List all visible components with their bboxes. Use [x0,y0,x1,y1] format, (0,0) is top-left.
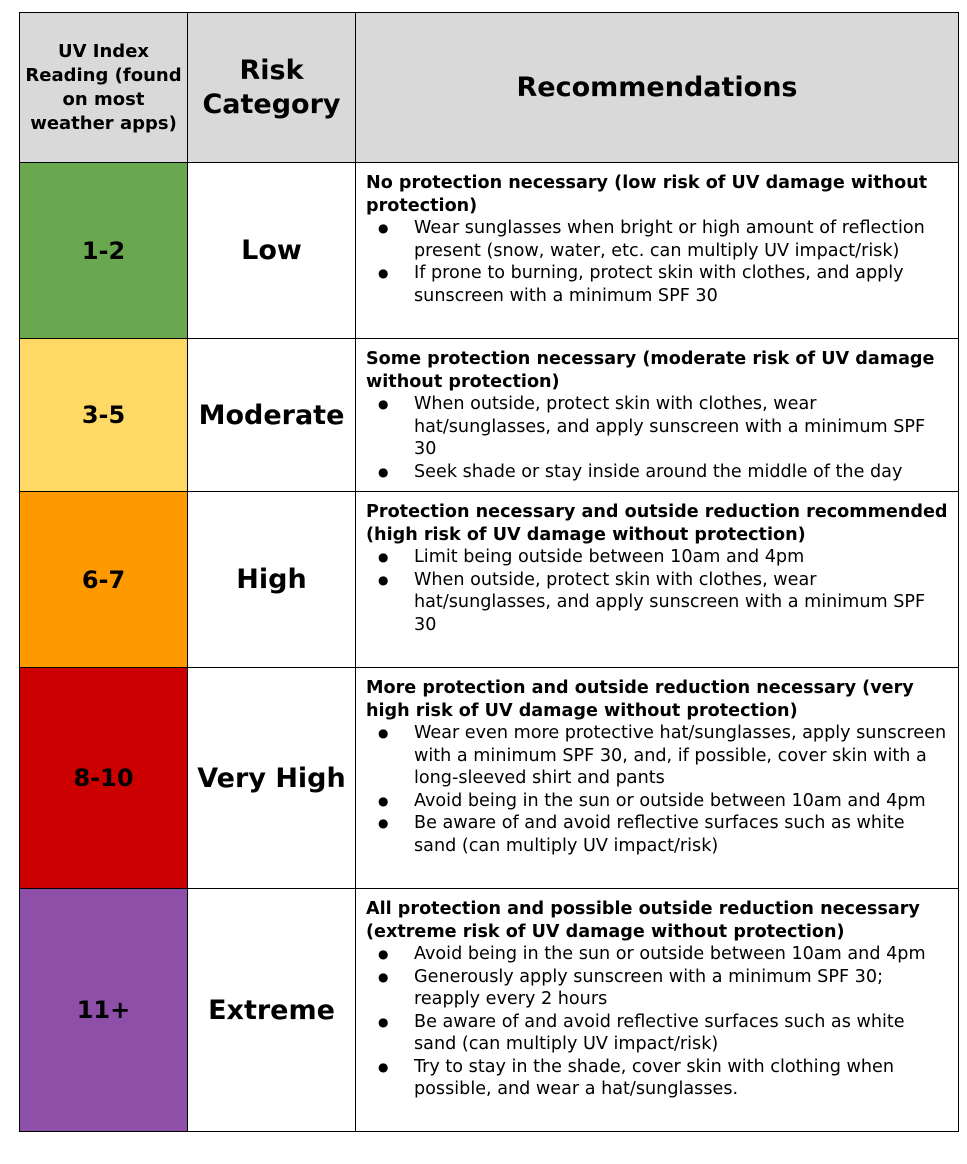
risk-category-cell: High [188,492,356,668]
recommendation-list [366,393,948,483]
uv-index-table [19,12,959,1132]
recommendation-item: ● Avoid being in the sun or outside between 10am and 4pm [366,790,948,813]
recommendation-heading: No protection necessary (low risk of UV damage without protection) [366,173,928,216]
table-row [20,163,959,339]
uv-index-cell: 8-10 [20,668,188,889]
header-risk-category: Risk Category [188,13,356,163]
table-row [20,339,959,492]
recommendation-item: ● Be aware of and avoid reflective surfaces such as white sand (can multiply UV impact/risk) [366,812,948,857]
recommendation-cell [356,492,959,668]
table-row [20,889,959,1132]
recommendation-item: ● If prone to burning, protect skin with clothes, and apply sunscreen with a minimum SPF 30 [366,262,948,307]
table-row [20,668,959,889]
uv-index-cell: 6-7 [20,492,188,668]
table-header-row [20,13,959,163]
uv-index-cell: 1-2 [20,163,188,339]
uv-index-cell: 3-5 [20,339,188,492]
risk-category-cell: Very High [188,668,356,889]
recommendation-heading: More protection and outside reduction necessary (very high risk of UV damage without protection) [366,678,914,721]
recommendation-item: ● Generously apply sunscreen with a minimum SPF 30; reapply every 2 hours [366,966,948,1011]
header-uv-index: UV Index Reading (found on most weather apps) [20,13,188,163]
recommendation-heading: All protection and possible outside reduction necessary (extreme risk of UV damage without protection) [366,899,920,942]
recommendation-list [366,722,948,857]
recommendation-cell [356,889,959,1132]
risk-category-cell: Low [188,163,356,339]
recommendation-cell [356,668,959,889]
recommendation-list [366,943,948,1101]
recommendation-item: ● Limit being outside between 10am and 4pm [366,546,948,569]
recommendation-item: ● Avoid being in the sun or outside between 10am and 4pm [366,943,948,966]
risk-category-cell: Moderate [188,339,356,492]
recommendation-list [366,546,948,636]
recommendation-item: ● When outside, protect skin with clothes, wear hat/sunglasses, and apply sunscreen with a minimum SPF 30 [366,569,948,637]
recommendation-item: ● When outside, protect skin with clothes, wear hat/sunglasses, and apply sunscreen with a minimum SPF 30 [366,393,948,461]
recommendation-item: ● Wear sunglasses when bright or high amount of reflection present (snow, water, etc. can multiply UV impact/risk) [366,217,948,262]
uv-index-cell: 11+ [20,889,188,1132]
recommendation-item: ● Try to stay in the shade, cover skin with clothing when possible, and wear a hat/sunglasses. [366,1056,948,1101]
risk-category-cell: Extreme [188,889,356,1132]
recommendation-heading: Protection necessary and outside reduction recommended (high risk of UV damage without protection) [366,502,948,545]
header-recommendations: Recommendations [356,13,959,163]
recommendation-list [366,217,948,307]
recommendation-item: ● Be aware of and avoid reflective surfaces such as white sand (can multiply UV impact/risk) [366,1011,948,1056]
recommendation-cell [356,339,959,492]
recommendation-heading: Some protection necessary (moderate risk of UV damage without protection) [366,349,935,392]
table-row [20,492,959,668]
recommendation-item: ● Seek shade or stay inside around the middle of the day [366,461,948,484]
recommendation-cell [356,163,959,339]
recommendation-item: ● Wear even more protective hat/sunglasses, apply sunscreen with a minimum SPF 30, and, if possible, cover skin with a long-sleeved shirt and pants [366,722,948,790]
